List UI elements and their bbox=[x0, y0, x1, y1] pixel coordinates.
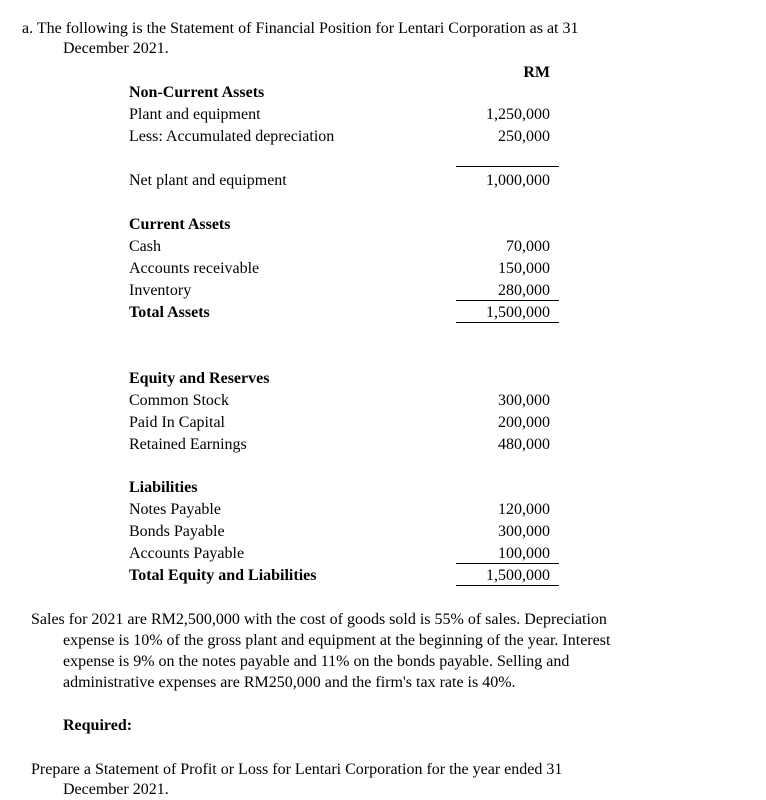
statement-row-label: Common Stock bbox=[129, 392, 230, 409]
statement-row-label: Accounts receivable bbox=[129, 260, 260, 277]
total-assets-value: 1,500,000 bbox=[486, 304, 550, 321]
statement-row-value: 280,000 bbox=[498, 282, 550, 299]
statement-row-value: 480,000 bbox=[498, 436, 550, 453]
statement-row-label: Inventory bbox=[129, 282, 192, 299]
statement-row-value: 200,000 bbox=[498, 414, 550, 431]
statement-row-label: Paid In Capital bbox=[129, 414, 225, 431]
net-plant-value: 1,000,000 bbox=[486, 172, 550, 189]
statement-row-value: 1,250,000 bbox=[486, 106, 550, 123]
statement-row-value: 70,000 bbox=[506, 238, 550, 255]
required-line-2: December 2021. bbox=[63, 781, 169, 798]
statement-row-label: Notes Payable bbox=[129, 501, 221, 518]
non-current-heading: Non-Current Assets bbox=[129, 84, 265, 101]
statement-row-value: 250,000 bbox=[498, 128, 550, 145]
intro-line-1: a. The following is the Statement of Financial Position for Lentari Corporation as at 31 bbox=[22, 20, 579, 37]
current-assets-heading: Current Assets bbox=[129, 216, 231, 233]
intro-line-2: December 2021. bbox=[63, 40, 169, 57]
total-assets-label: Total Assets bbox=[129, 304, 210, 321]
statement-row-label: Bonds Payable bbox=[129, 523, 225, 540]
notes-line-1: Sales for 2021 are RM2,500,000 with the cost of goods sold is 55% of sales. Depreciation bbox=[31, 611, 607, 628]
liabilities-heading: Liabilities bbox=[129, 479, 198, 496]
notes-line-4: administrative expenses are RM250,000 and the firm's tax rate is 40%. bbox=[63, 674, 516, 691]
total-equity-liabilities-value: 1,500,000 bbox=[486, 567, 550, 584]
equity-heading: Equity and Reserves bbox=[129, 370, 270, 387]
subtotal-rule bbox=[456, 563, 559, 564]
statement-row-label: Less: Accumulated depreciation bbox=[129, 128, 335, 145]
required-line-1: Prepare a Statement of Profit or Loss for Lentari Corporation for the year ended 31 bbox=[31, 761, 563, 778]
statement-row-value: 120,000 bbox=[498, 501, 550, 518]
net-plant-label: Net plant and equipment bbox=[129, 172, 287, 189]
total-rule bbox=[456, 585, 559, 586]
total-equity-liabilities-label: Total Equity and Liabilities bbox=[129, 567, 317, 584]
statement-row-label: Retained Earnings bbox=[129, 436, 247, 453]
subtotal-rule bbox=[456, 166, 559, 167]
currency-header: RM bbox=[523, 64, 550, 81]
statement-row-value: 150,000 bbox=[498, 260, 550, 277]
notes-line-2: expense is 10% of the gross plant and equipment at the beginning of the year. Interest bbox=[63, 632, 611, 649]
total-rule bbox=[456, 322, 559, 323]
statement-row-value: 300,000 bbox=[498, 392, 550, 409]
statement-row-value: 100,000 bbox=[498, 545, 550, 562]
statement-row-value: 300,000 bbox=[498, 523, 550, 540]
subtotal-rule bbox=[456, 300, 559, 301]
required-label: Required: bbox=[63, 717, 133, 734]
statement-row-label: Plant and equipment bbox=[129, 106, 261, 123]
statement-row-label: Cash bbox=[129, 238, 161, 255]
notes-line-3: expense is 9% on the notes payable and 11% on the bonds payable. Selling and bbox=[63, 653, 570, 670]
statement-row-label: Accounts Payable bbox=[129, 545, 245, 562]
